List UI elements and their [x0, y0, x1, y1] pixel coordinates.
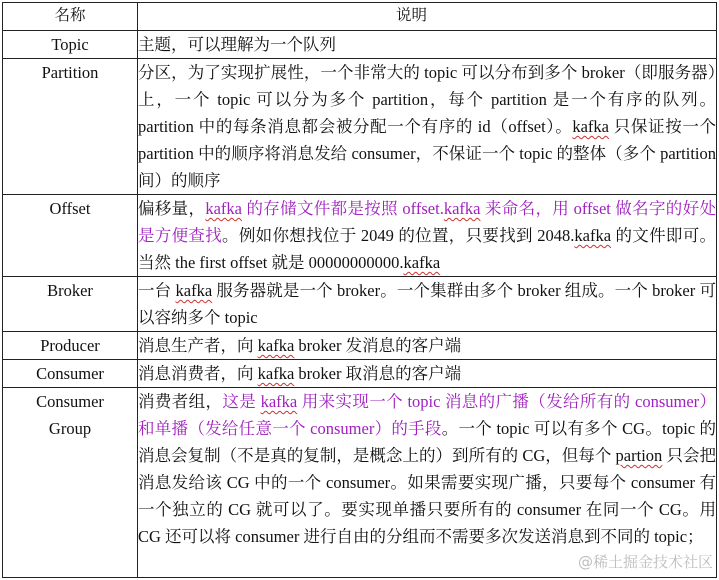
watermark: @稀土掘金技术社区 [577, 553, 713, 571]
term-description [138, 277, 717, 332]
description-text: 主题，可以理解为一个队列 [138, 35, 336, 54]
term-description [138, 31, 717, 59]
description-text: 只会把消息发给该 CG 中的一个 consumer。如果需要实现广播，只要每个 consumer 有一个独立的 CG 就可以了。要实现单播只要所有的 consumer 在同一个 CG。用 CG 还可以将 consumer 进行自由的分组而不需要多次发送消息到不同的 topic； [138, 446, 717, 546]
header-description: 说明 [138, 3, 717, 31]
table-row [3, 388, 717, 578]
spellcheck-word: kafka [205, 199, 242, 218]
term-description [138, 360, 717, 388]
highlighted-text: 这是 [222, 392, 261, 411]
term-description [138, 388, 717, 578]
description-text: 消费者组， [138, 392, 223, 411]
term-description [138, 332, 717, 360]
highlighted-text: 用来实现一个 topic 消息的广播（发给所有的 consumer）和单播（发给任意一个 consumer）的手段 [138, 392, 717, 438]
header-name: 名称 [3, 3, 138, 31]
description-text: 分区，为了实现扩展性，一个非常大的 topic 可以分布到多个 broker（即服务器）上，一个 topic 可以分为多个 partition，每个 partition 是一个有序的队列。partition 中的每条消息都会被分配一个有序的 id（offset）。 [138, 63, 716, 136]
highlighted-text: 的存储文件都是按照 offset. [242, 199, 444, 218]
table-row [3, 277, 717, 332]
spellcheck-word: kafka [443, 199, 481, 218]
term-description [138, 59, 717, 195]
term-name [3, 332, 138, 360]
spellcheck-word: kafka [260, 392, 298, 411]
term-name-line: Group [48, 419, 92, 438]
table-row [3, 360, 717, 388]
table-row [3, 31, 717, 59]
spellcheck-word: partion [615, 446, 663, 465]
spellcheck-word: kafka [574, 226, 612, 245]
table-row [3, 332, 717, 360]
term-name-line: Partition [41, 63, 99, 82]
description-text: 偏移量， [138, 199, 206, 218]
description-text: 的文件即可。当然 the first offset 就是 00000000000. [138, 226, 717, 272]
term-description [138, 195, 717, 277]
term-name-line: Consumer [36, 392, 104, 411]
highlighted-text: 来命名，用 offset 做名字的好处是方便查找 [138, 199, 716, 245]
term-name [3, 388, 138, 578]
spellcheck-word: kafka [257, 364, 295, 383]
description-text: 服务器就是一个 broker。一个集群由多个 broker 组成。一个 broker 可以容纳多个 topic [138, 281, 716, 327]
description-text: broker 发消息的客户端 [294, 336, 462, 355]
term-name-line: Topic [51, 35, 89, 54]
description-text: 消息生产者，向 [138, 336, 258, 355]
table-body [3, 31, 717, 578]
term-name-line: Broker [47, 281, 93, 300]
table-header-row [3, 3, 717, 31]
description-text: 。例如你想找位于 2049 的位置，只要找到 2048. [222, 226, 575, 245]
term-name [3, 31, 138, 59]
spellcheck-word: kafka [572, 117, 609, 136]
term-name [3, 360, 138, 388]
spellcheck-word: kafka [403, 253, 441, 272]
spellcheck-word: kafka [175, 281, 213, 300]
kafka-terms-table [2, 2, 717, 578]
term-name [3, 195, 138, 277]
description-text: 。一个 topic 可以有多个 CG。topic 的消息会复制（不是真的复制，是概念上的）到所有的 CG，但每个 [138, 419, 717, 465]
table-row [3, 195, 717, 277]
term-name [3, 59, 138, 195]
term-name-line: Offset [49, 199, 91, 218]
table-row [3, 59, 717, 195]
description-text: broker 取消息的客户端 [294, 364, 462, 383]
description-text: 一台 [138, 281, 176, 300]
term-name-line: Producer [40, 336, 100, 355]
term-name [3, 277, 138, 332]
description-text: 消息消费者，向 [138, 364, 258, 383]
spellcheck-word: kafka [257, 336, 295, 355]
description-text: 只保证按一个 partition 中的顺序将消息发给 consumer，不保证一个 topic 的整体（多个 partition 间）的顺序 [138, 117, 716, 190]
term-name-line: Consumer [36, 364, 104, 383]
